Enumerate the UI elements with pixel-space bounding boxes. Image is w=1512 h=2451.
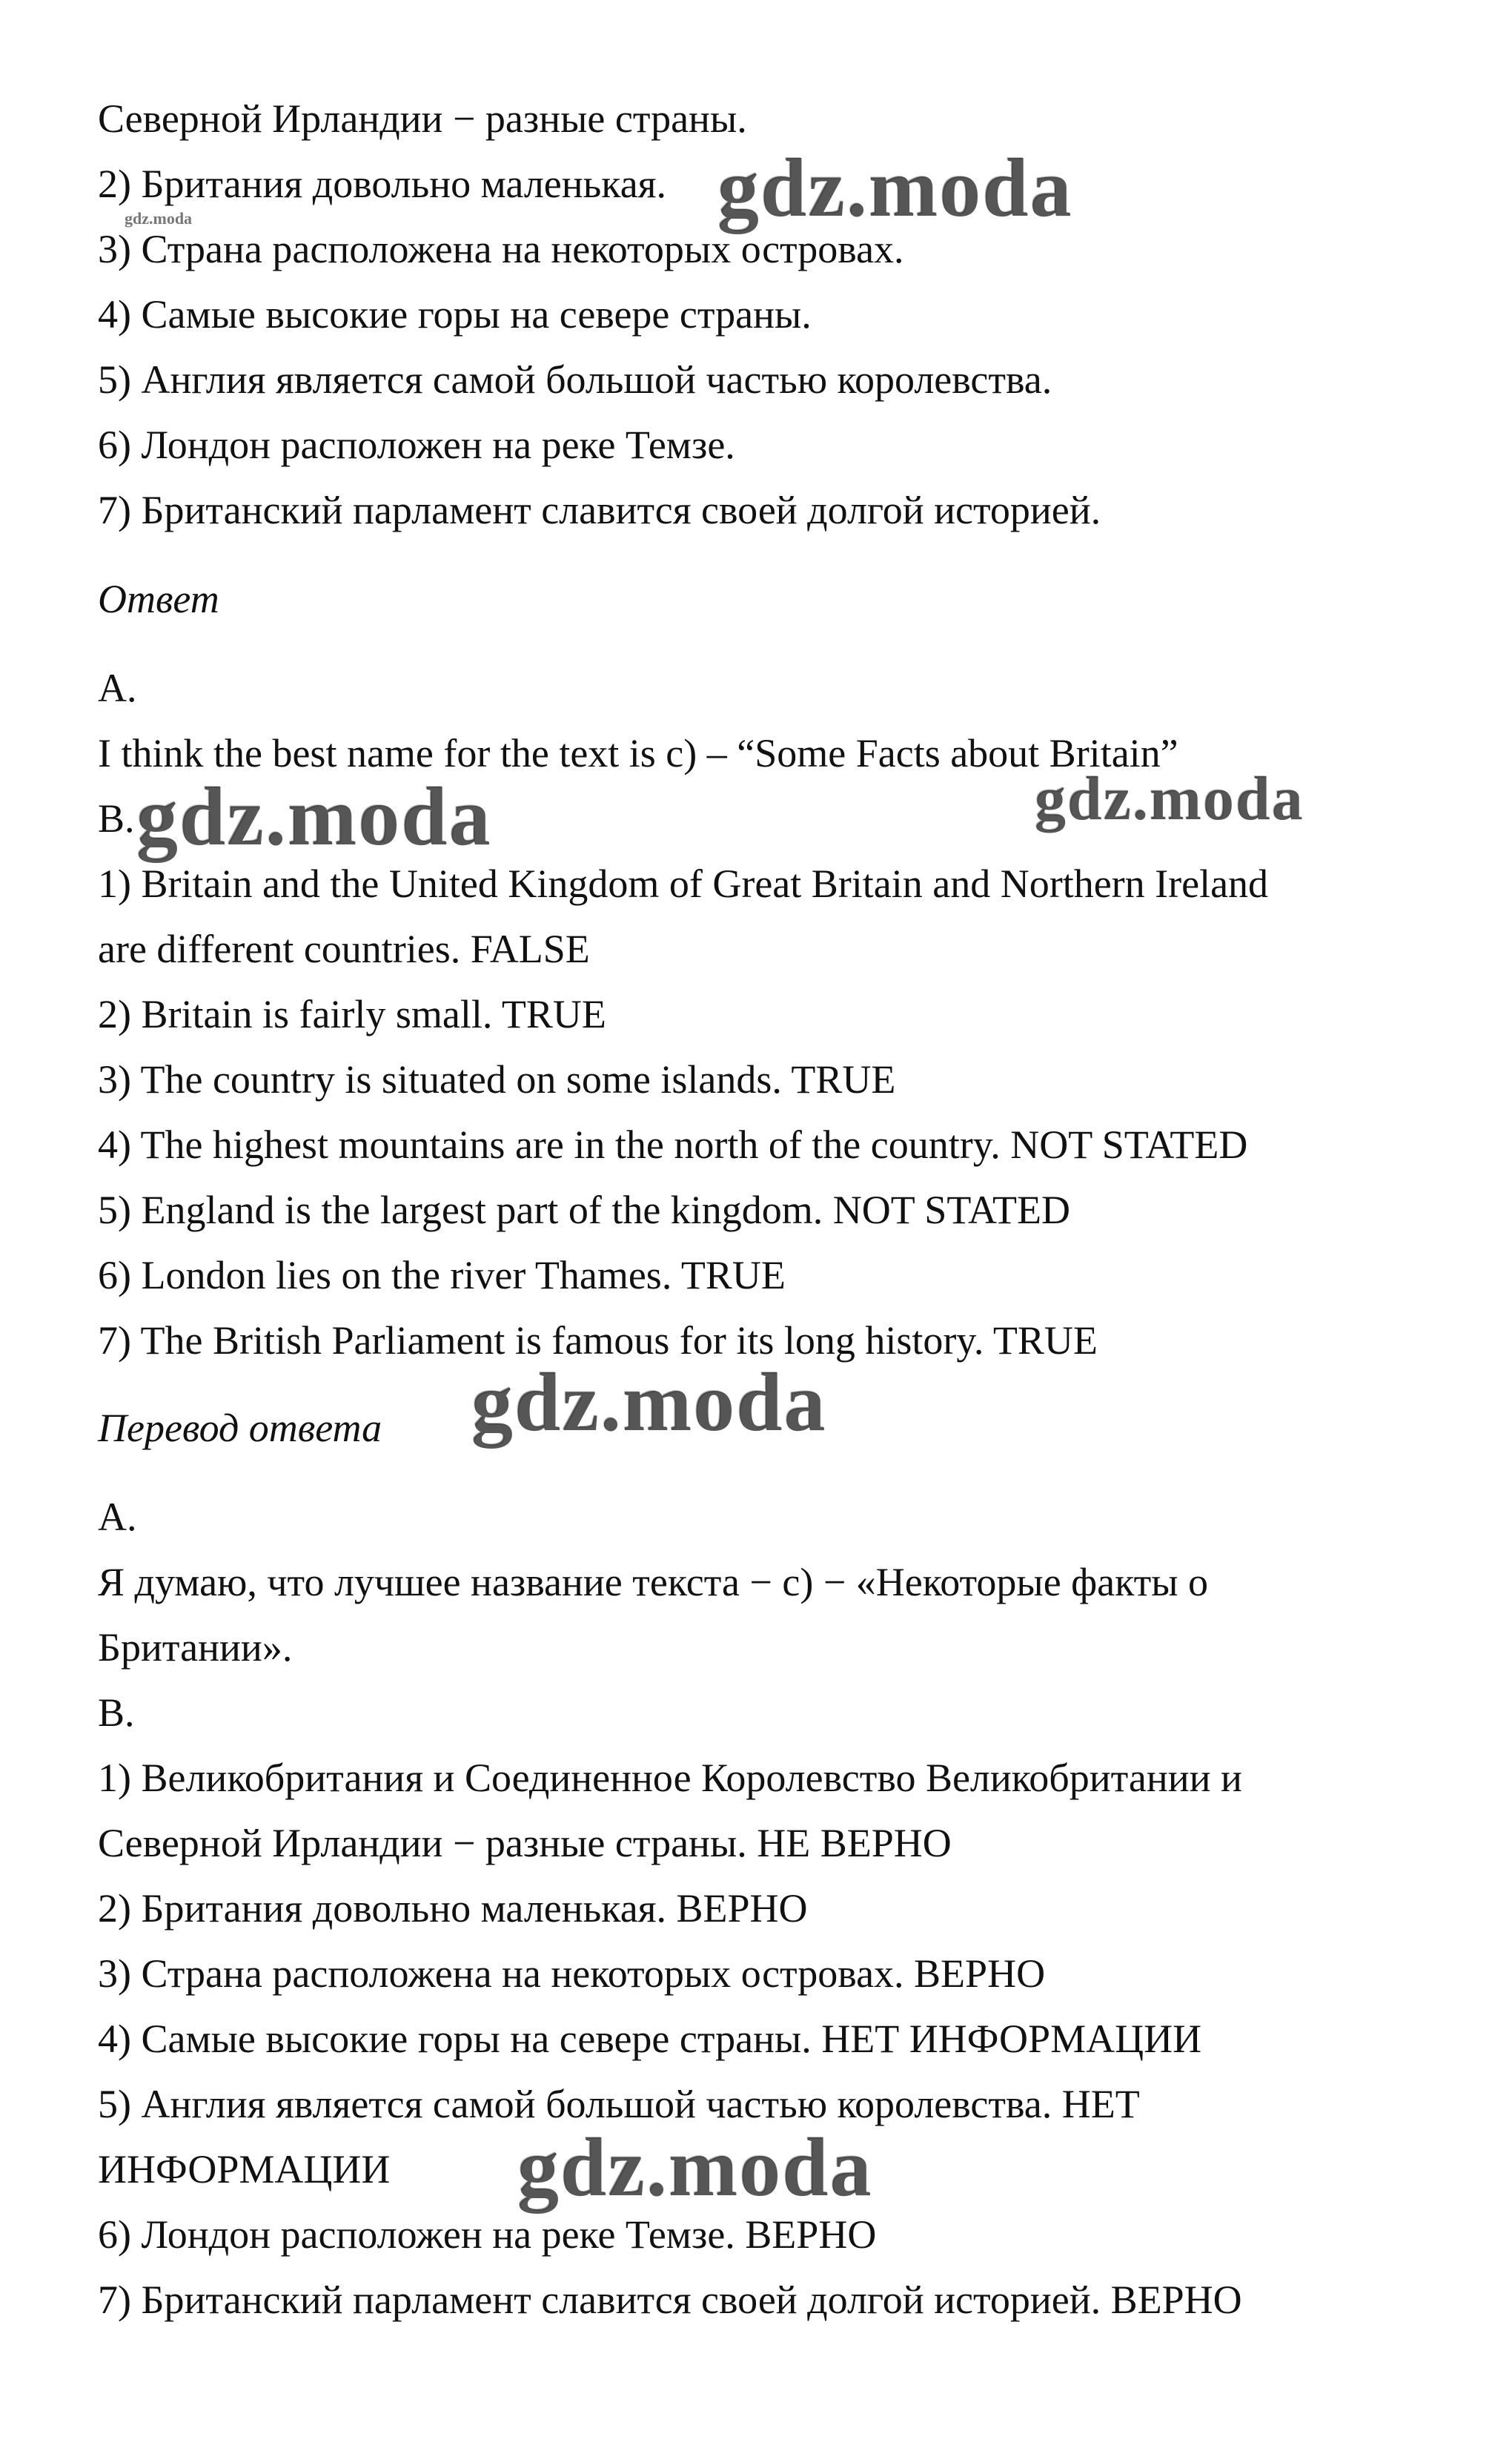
text-line: 1) Britain and the United Kingdom of Great Britain and Northern Ireland [98,861,1269,906]
text-line: 4) The highest mountains are in the north of the country. NOT STATED [98,1122,1248,1167]
text-line: 6) London lies on the river Thames. TRUE [98,1253,786,1297]
watermark: gdz.moda [136,771,492,863]
text-line: 3) Страна расположена на некоторых островах. ВЕРНО [98,1951,1046,1996]
text-line: are different countries. FALSE [98,927,590,971]
watermark: gdz.moda [471,1357,827,1449]
section-heading-answer: Ответ [98,577,219,621]
text-line: 4) Самые высокие горы на севере страны. НЕТ ИНФОРМАЦИИ [98,2017,1202,2061]
text-line: 5) Англия является самой большой частью королевства. НЕТ [98,2082,1140,2126]
section-heading-translation: Перевод ответа [98,1406,382,1450]
text-line: B. [98,796,135,841]
text-line: 7) Британский парламент славится своей долгой историей. ВЕРНО [98,2278,1242,2322]
text-line: Северной Ирландии − разные страны. НЕ ВЕРНО [98,1821,952,1865]
watermark: gdz.moda [125,209,193,228]
text-line: 7) The British Parliament is famous for its long history. TRUE [98,1318,1098,1363]
text-line: 2) Британия довольно маленькая. ВЕРНО [98,1886,808,1931]
text-line: Британии». [98,1625,293,1670]
text-line: Я думаю, что лучшее название текста − c) − «Некоторые факты о [98,1560,1209,1604]
text-line: 3) The country is situated on some islands. TRUE [98,1057,896,1102]
watermark: gdz.moda [517,2122,873,2214]
text-line: I think the best name for the text is c) – “Some Facts about Britain” [98,731,1178,775]
text-line: 5) England is the largest part of the kingdom. NOT STATED [98,1188,1070,1232]
text-line: A. [98,1495,137,1539]
text-line: 6) Лондон расположен на реке Темзе. [98,423,735,467]
text-line: 4) Самые высокие горы на севере страны. [98,292,812,337]
text-line: B. [98,1690,135,1735]
text-line: 2) Британия довольно маленькая. [98,162,667,206]
text-line: A. [98,666,137,710]
text-line: Северной Ирландии − разные страны. [98,96,747,141]
text-line: 2) Britain is fairly small. TRUE [98,992,606,1036]
text-line: 1) Великобритания и Соединенное Королевство Великобритании и [98,1756,1242,1800]
watermark: gdz.moda [717,142,1073,234]
text-line: ИНФОРМАЦИИ [98,2147,391,2192]
text-line: 3) Страна расположена на некоторых островах. [98,227,904,271]
text-line: 6) Лондон расположен на реке Темзе. ВЕРНО [98,2212,877,2257]
text-line: 7) Британский парламент славится своей долгой историей. [98,488,1101,532]
text-line: 5) Англия является самой большой частью королевства. [98,357,1052,402]
watermark: gdz.moda [1035,764,1304,833]
